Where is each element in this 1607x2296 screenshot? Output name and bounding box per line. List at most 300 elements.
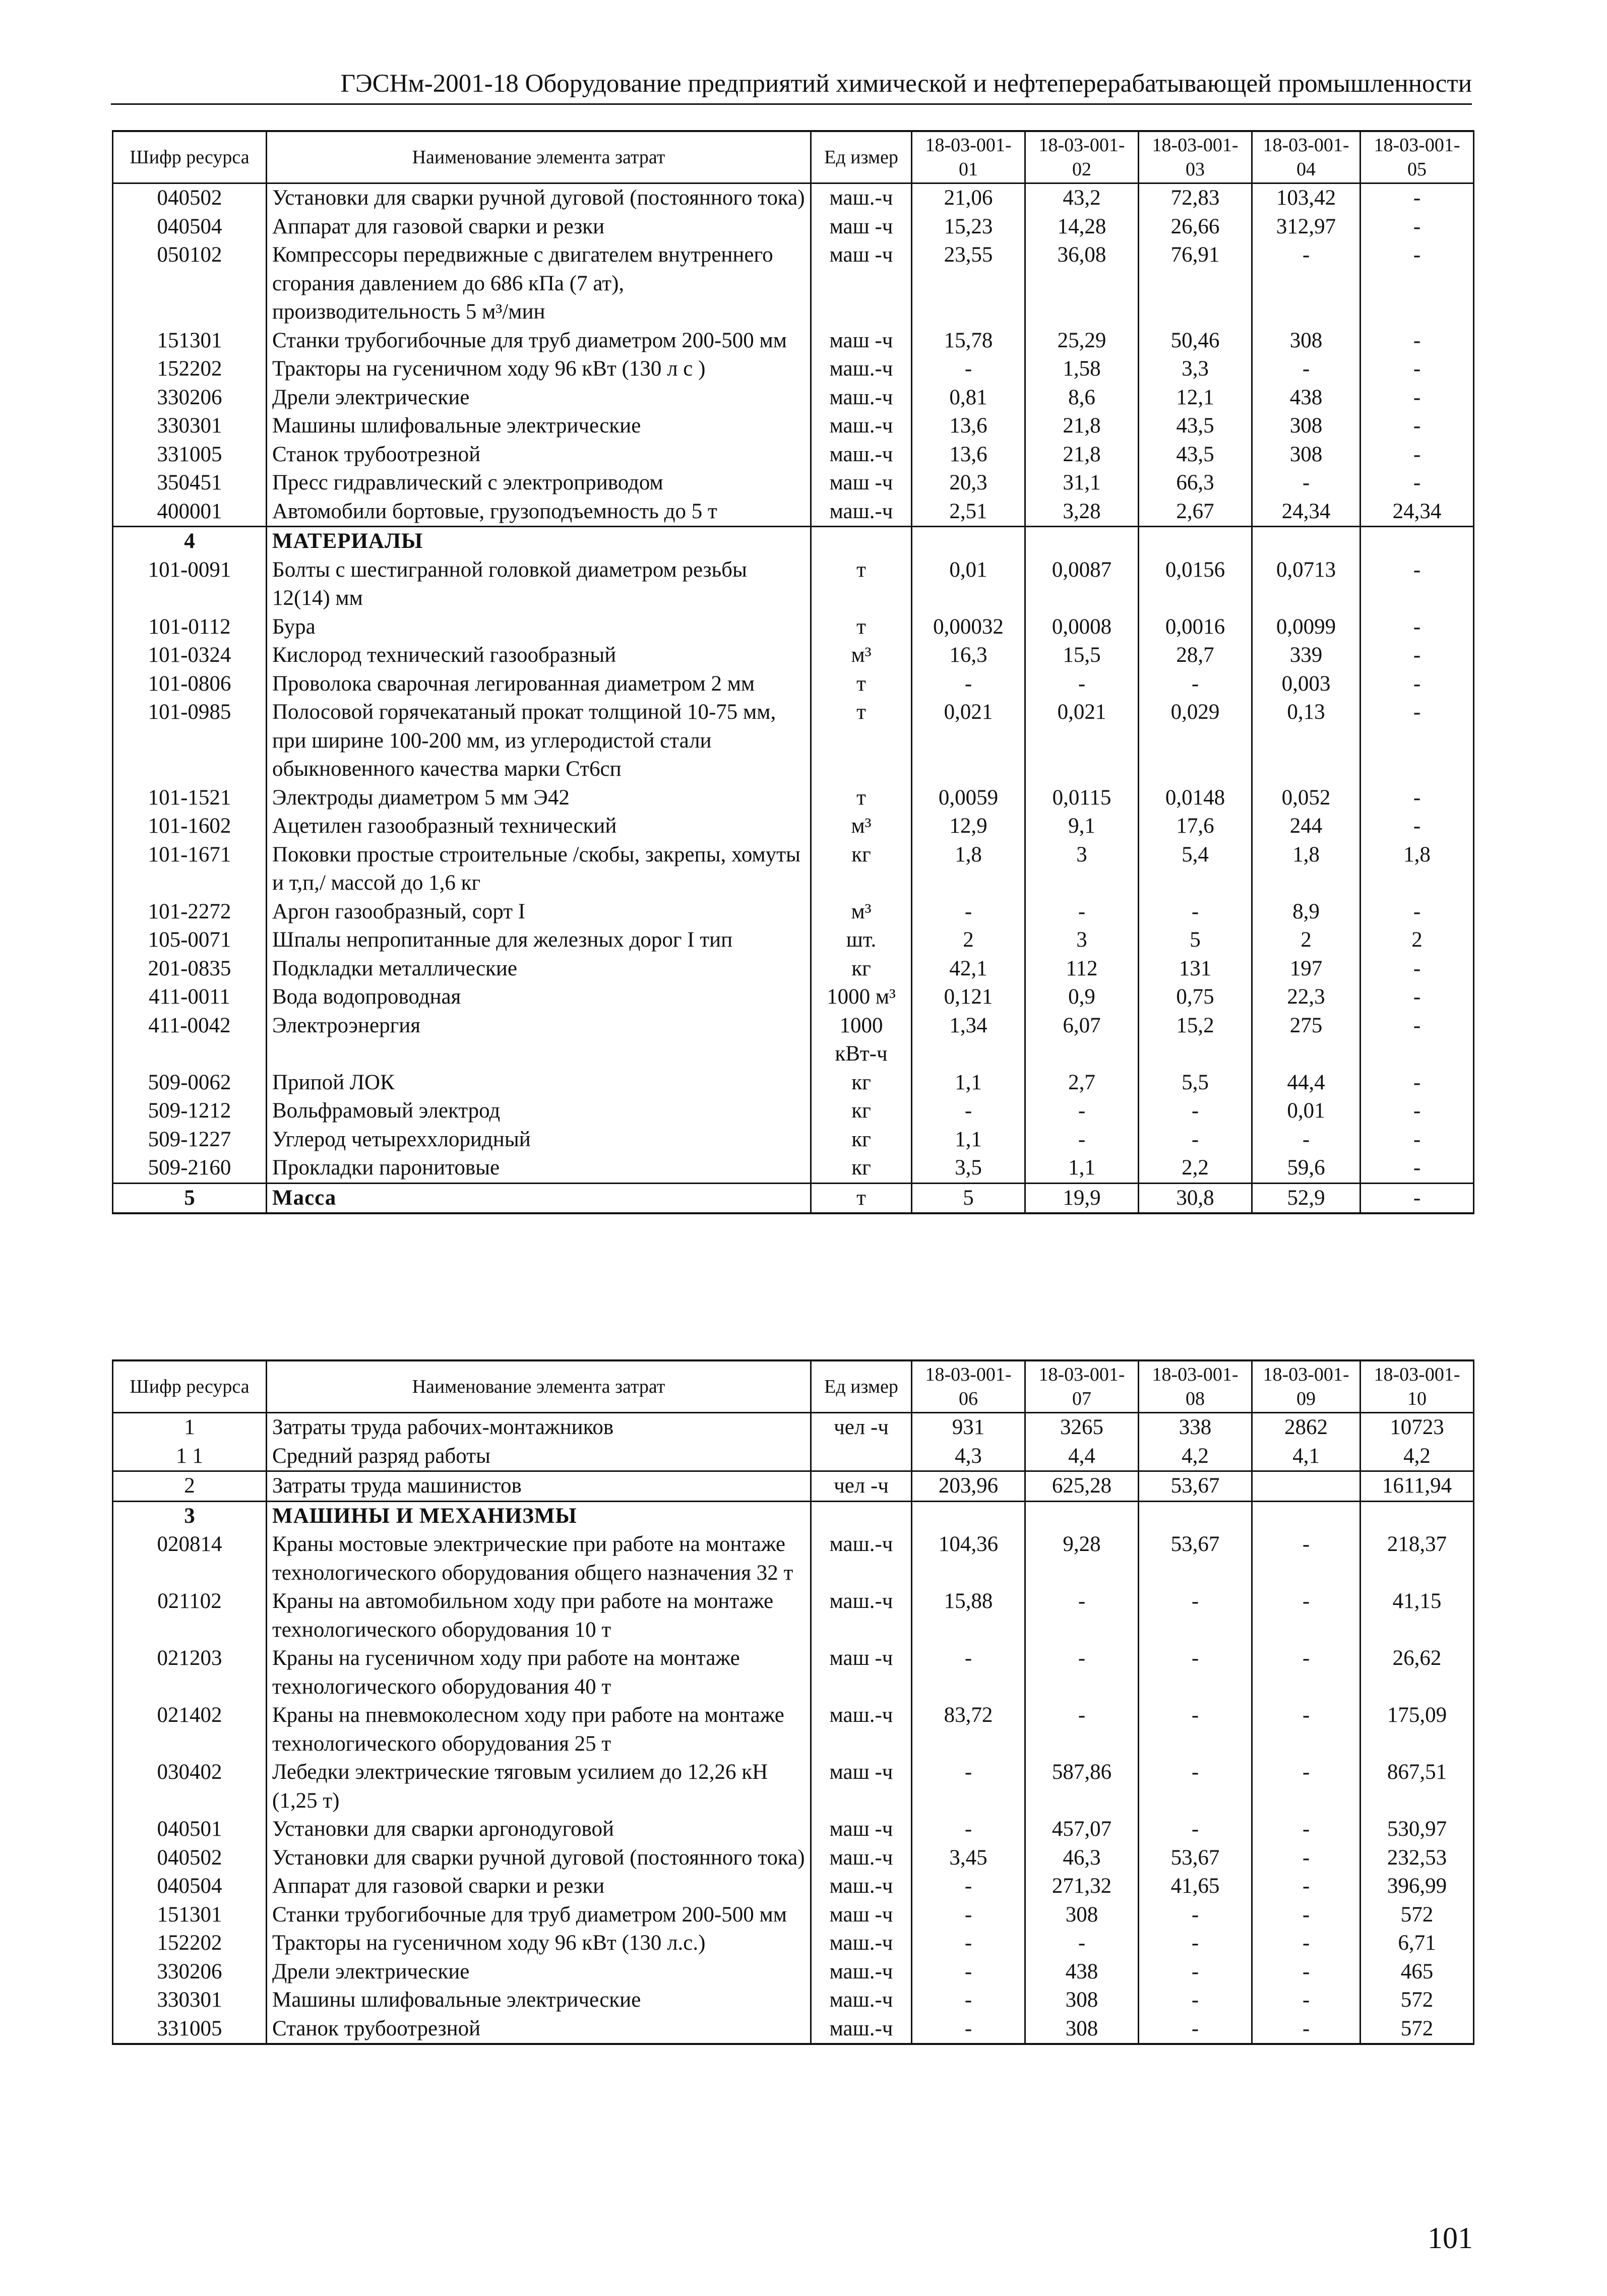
value-col-5: - — [1361, 1069, 1474, 1097]
resource-name: Прокладки паронитовые — [267, 1154, 811, 1183]
resource-code: 151301 — [113, 1901, 267, 1930]
header-rule — [111, 103, 1472, 105]
resource-code: 201-0835 — [113, 955, 267, 983]
value-col-1: 203,96 — [912, 1471, 1025, 1502]
value-col-1: - — [912, 1097, 1025, 1126]
header-col-5: 18-03-001-10 — [1361, 1360, 1474, 1413]
value-col-2: 0,9 — [1025, 983, 1139, 1012]
resource-name: Лебедки электрические тяговым усилием до 12,26 кН (1,25 т) — [267, 1758, 811, 1815]
value-col-1: - — [912, 1758, 1025, 1815]
resource-name: Дрели электрические — [267, 384, 811, 412]
value-col-4: - — [1252, 1929, 1361, 1958]
resource-code: 040504 — [113, 1872, 267, 1901]
resource-unit — [811, 527, 912, 556]
value-col-1: 0,0059 — [912, 784, 1025, 813]
resource-name: Компрессоры передвижные с двигателем внутреннего сгорания давлением до 686 кПа (7 ат), производительность 5 м³/мин — [267, 241, 811, 327]
resource-code: 101-0091 — [113, 556, 267, 613]
value-col-3: - — [1139, 1958, 1252, 1987]
value-col-3: 0,0156 — [1139, 556, 1252, 613]
value-col-3: 41,65 — [1139, 1872, 1252, 1901]
resource-name: Установки для сварки ручной дуговой (постоянного тока) — [267, 183, 811, 213]
value-col-4: 0,01 — [1252, 1097, 1361, 1126]
table-row — [113, 441, 1474, 469]
mass-row — [113, 1183, 1474, 1213]
value-col-2: 21,8 — [1025, 412, 1139, 441]
value-col-4: - — [1252, 1901, 1361, 1930]
resource-code: 050102 — [113, 241, 267, 327]
value-col-1: 21,06 — [912, 183, 1025, 213]
resource-code: 509-1227 — [113, 1126, 267, 1154]
value-col-1: 1,8 — [912, 841, 1025, 898]
header-col-2: 18-03-001-02 — [1025, 131, 1139, 183]
value-col-3: - — [1139, 1587, 1252, 1644]
value-col-1: 15,78 — [912, 327, 1025, 355]
value-col-5: - — [1361, 384, 1474, 412]
value-col-4: 2862 — [1252, 1413, 1361, 1442]
resource-name: Полосовой горячекатаный прокат толщиной 10-75 мм, при ширине 100-200 мм, из углеродистой стали обыкновенного качества марки Ст6сп — [267, 698, 811, 784]
resource-name: Затраты труда рабочих-монтажников — [267, 1413, 811, 1442]
resource-name: Масса — [267, 1183, 811, 1213]
resource-code: 330301 — [113, 412, 267, 441]
resource-unit: кг — [811, 841, 912, 898]
resource-code: 101-1671 — [113, 841, 267, 898]
value-col-4: 1,8 — [1252, 841, 1361, 898]
value-col-2: 438 — [1025, 1958, 1139, 1987]
value-col-5: 867,51 — [1361, 1758, 1474, 1815]
table-row — [113, 841, 1474, 898]
resource-unit: маш.-ч — [811, 2015, 912, 2044]
table-row — [113, 213, 1474, 241]
value-col-1: 15,88 — [912, 1587, 1025, 1644]
resource-code: 330301 — [113, 1986, 267, 2015]
resource-name: Затраты труда машинистов — [267, 1471, 811, 1502]
value-col-2: 2,7 — [1025, 1069, 1139, 1097]
value-col-2: - — [1025, 670, 1139, 699]
resource-code: 331005 — [113, 441, 267, 469]
value-col-5: 572 — [1361, 2015, 1474, 2044]
value-col-3: - — [1139, 898, 1252, 926]
header-unit: Ед измер — [811, 131, 912, 183]
value-col-4: 308 — [1252, 441, 1361, 469]
value-col-3: 0,0148 — [1139, 784, 1252, 813]
value-col-2: 271,32 — [1025, 1872, 1139, 1901]
value-col-2: 3 — [1025, 841, 1139, 898]
resource-code: 4 — [113, 527, 267, 556]
value-col-1: 20,3 — [912, 469, 1025, 498]
value-col-1: 1,1 — [912, 1126, 1025, 1154]
resource-name: Краны мостовые электрические при работе на монтаже технологического оборудования общего назначения 32 т — [267, 1530, 811, 1587]
header-name: Наименование элемента затрат — [267, 131, 811, 183]
value-col-5: 572 — [1361, 1986, 1474, 2015]
value-col-2: 25,29 — [1025, 327, 1139, 355]
resource-name: Средний разряд работы — [267, 1442, 811, 1471]
resource-name: Дрели электрические — [267, 1958, 811, 1987]
resource-unit: маш -ч — [811, 1901, 912, 1930]
table-row — [113, 1069, 1474, 1097]
value-col-3: - — [1139, 1758, 1252, 1815]
resource-unit: маш.-ч — [811, 1701, 912, 1758]
resource-name: Болты с шестигранной головкой диаметром резьбы 12(14) мм — [267, 556, 811, 613]
value-col-5: - — [1361, 670, 1474, 699]
value-col-3: 0,0016 — [1139, 613, 1252, 642]
resource-unit: кг — [811, 1154, 912, 1183]
table-row — [113, 1471, 1474, 1502]
table-row — [113, 327, 1474, 355]
resource-code: 509-0062 — [113, 1069, 267, 1097]
value-col-5: - — [1361, 784, 1474, 813]
value-col-1: - — [912, 1644, 1025, 1701]
value-col-5: - — [1361, 327, 1474, 355]
value-col-2: 6,07 — [1025, 1012, 1139, 1069]
value-col-3: 72,83 — [1139, 183, 1252, 213]
value-col-1: - — [912, 898, 1025, 926]
table-row — [113, 898, 1474, 926]
resource-unit: маш.-ч — [811, 1844, 912, 1873]
table-header-row — [113, 131, 1474, 183]
value-col-4: 59,6 — [1252, 1154, 1361, 1183]
value-col-1: 0,01 — [912, 556, 1025, 613]
resource-code: 5 — [113, 1183, 267, 1213]
value-col-4: - — [1252, 1986, 1361, 2015]
value-col-3: 53,67 — [1139, 1471, 1252, 1502]
section-row — [113, 1501, 1474, 1530]
resource-code: 1 1 — [113, 1442, 267, 1471]
value-col-5: - — [1361, 1097, 1474, 1126]
resource-name: Электроэнергия — [267, 1012, 811, 1069]
value-col-3: - — [1139, 2015, 1252, 2044]
value-col-5: - — [1361, 812, 1474, 841]
value-col-1 — [912, 527, 1025, 556]
value-col-2: 0,0087 — [1025, 556, 1139, 613]
value-col-2: 9,1 — [1025, 812, 1139, 841]
value-col-1: 2 — [912, 926, 1025, 955]
value-col-3: 76,91 — [1139, 241, 1252, 327]
value-col-1: 42,1 — [912, 955, 1025, 983]
value-col-4: - — [1252, 1872, 1361, 1901]
resource-name: Станок трубоотрезной — [267, 2015, 811, 2044]
resource-name: Подкладки металлические — [267, 955, 811, 983]
resource-unit: 1000 м³ — [811, 983, 912, 1012]
table-row — [113, 556, 1474, 613]
resource-code: 040504 — [113, 213, 267, 241]
resource-code: 350451 — [113, 469, 267, 498]
header-code: Шифр ресурса — [113, 131, 267, 183]
resource-unit: маш.-ч — [811, 1530, 912, 1587]
value-col-2: 4,4 — [1025, 1442, 1139, 1471]
resource-name: Поковки простые строительные /скобы, закрепы, хомуты и т,п,/ массой до 1,6 кг — [267, 841, 811, 898]
resource-unit: т — [811, 698, 912, 784]
header-code: Шифр ресурса — [113, 1360, 267, 1413]
value-col-3: 5,5 — [1139, 1069, 1252, 1097]
value-col-3: 5,4 — [1139, 841, 1252, 898]
value-col-4: - — [1252, 1126, 1361, 1154]
value-col-5: - — [1361, 955, 1474, 983]
value-col-1: 3,5 — [912, 1154, 1025, 1183]
value-col-5: - — [1361, 898, 1474, 926]
value-col-4: 308 — [1252, 412, 1361, 441]
value-col-1: 1,1 — [912, 1069, 1025, 1097]
resource-unit: маш.-ч — [811, 1872, 912, 1901]
resource-unit: т — [811, 784, 912, 813]
value-col-4: 197 — [1252, 955, 1361, 983]
value-col-5 — [1361, 1501, 1474, 1530]
resource-unit: кг — [811, 1097, 912, 1126]
value-col-2: 36,08 — [1025, 241, 1139, 327]
value-col-5: - — [1361, 1012, 1474, 1069]
value-col-4: 4,1 — [1252, 1442, 1361, 1471]
table-row — [113, 1644, 1474, 1701]
value-col-5: 175,09 — [1361, 1701, 1474, 1758]
resource-code: 040501 — [113, 1815, 267, 1844]
resource-code: 152202 — [113, 355, 267, 384]
resource-name: Краны на гусеничном ходу при работе на монтаже технологического оборудования 40 т — [267, 1644, 811, 1701]
value-col-4: - — [1252, 1844, 1361, 1873]
resource-unit: маш.-ч — [811, 1986, 912, 2015]
value-col-3: 66,3 — [1139, 469, 1252, 498]
table-row — [113, 412, 1474, 441]
table-row — [113, 241, 1474, 327]
table-body — [113, 1413, 1474, 2044]
table-row — [113, 613, 1474, 642]
value-col-4: 2 — [1252, 926, 1361, 955]
resource-name: Проволока сварочная легированная диаметром 2 мм — [267, 670, 811, 699]
value-col-1: - — [912, 1901, 1025, 1930]
resource-unit: т — [811, 670, 912, 699]
value-col-3: 43,5 — [1139, 412, 1252, 441]
value-col-4: - — [1252, 1644, 1361, 1701]
resource-name: Бура — [267, 613, 811, 642]
resource-unit: маш -ч — [811, 469, 912, 498]
value-col-3: 53,67 — [1139, 1844, 1252, 1873]
value-col-1: 13,6 — [912, 441, 1025, 469]
value-col-4: 244 — [1252, 812, 1361, 841]
value-col-3: 17,6 — [1139, 812, 1252, 841]
table-row — [113, 812, 1474, 841]
value-col-2 — [1025, 1501, 1139, 1530]
value-col-1: 3,45 — [912, 1844, 1025, 1873]
resource-unit: маш -ч — [811, 327, 912, 355]
value-col-5: - — [1361, 556, 1474, 613]
table-row — [113, 1758, 1474, 1815]
table-row — [113, 1097, 1474, 1126]
resource-code: 021203 — [113, 1644, 267, 1701]
value-col-4 — [1252, 1471, 1361, 1502]
value-col-4: - — [1252, 1958, 1361, 1987]
table-row — [113, 1530, 1474, 1587]
resource-unit: маш.-ч — [811, 384, 912, 412]
value-col-2: 9,28 — [1025, 1530, 1139, 1587]
value-col-5: 1611,94 — [1361, 1471, 1474, 1502]
table-row — [113, 1872, 1474, 1901]
resource-unit: маш -ч — [811, 213, 912, 241]
resource-code: 330206 — [113, 384, 267, 412]
table-row — [113, 183, 1474, 213]
table-row — [113, 1701, 1474, 1758]
value-col-1: 4,3 — [912, 1442, 1025, 1471]
value-col-3 — [1139, 527, 1252, 556]
value-col-2: - — [1025, 1701, 1139, 1758]
resource-name: Кислород технический газообразный — [267, 641, 811, 670]
resource-name: Станки трубогибочные для труб диаметром 200-500 мм — [267, 327, 811, 355]
value-col-3: - — [1139, 1986, 1252, 2015]
value-col-3: - — [1139, 1701, 1252, 1758]
header-col-1: 18-03-001-06 — [912, 1360, 1025, 1413]
resource-name: Установки для сварки аргонодуговой — [267, 1815, 811, 1844]
value-col-3: - — [1139, 670, 1252, 699]
value-col-5: 2 — [1361, 926, 1474, 955]
value-col-5: 396,99 — [1361, 1872, 1474, 1901]
value-col-4: 339 — [1252, 641, 1361, 670]
resource-unit: м³ — [811, 641, 912, 670]
table-row — [113, 1986, 1474, 2015]
resource-unit: маш.-ч — [811, 412, 912, 441]
value-col-1: - — [912, 2015, 1025, 2044]
value-col-5: 4,2 — [1361, 1442, 1474, 1471]
resource-code: 101-0806 — [113, 670, 267, 699]
resource-name: Вольфрамовый электрод — [267, 1097, 811, 1126]
value-col-3: 2,2 — [1139, 1154, 1252, 1183]
value-col-1: - — [912, 670, 1025, 699]
resource-unit: маш.-ч — [811, 183, 912, 213]
value-col-2: 625,28 — [1025, 1471, 1139, 1502]
resource-unit: маш -ч — [811, 1644, 912, 1701]
table-header-row — [113, 1360, 1474, 1413]
resource-name: Припой ЛОК — [267, 1069, 811, 1097]
table-row — [113, 641, 1474, 670]
resource-unit: маш -ч — [811, 1758, 912, 1815]
resource-name: Аппарат для газовой сварки и резки — [267, 1872, 811, 1901]
value-col-4: 22,3 — [1252, 983, 1361, 1012]
value-col-2: 308 — [1025, 1901, 1139, 1930]
value-col-2: 3,28 — [1025, 498, 1139, 527]
table-row — [113, 355, 1474, 384]
value-col-1: 0,121 — [912, 983, 1025, 1012]
value-col-3: 53,67 — [1139, 1530, 1252, 1587]
value-col-4: - — [1252, 1530, 1361, 1587]
resource-code: 331005 — [113, 2015, 267, 2044]
value-col-4: - — [1252, 469, 1361, 498]
resource-name: Автомобили бортовые, грузоподъемность до 5 т — [267, 498, 811, 527]
header-col-4: 18-03-001-04 — [1252, 131, 1361, 183]
value-col-2: - — [1025, 1587, 1139, 1644]
table-body — [113, 183, 1474, 1214]
value-col-4: - — [1252, 355, 1361, 384]
resource-code: 509-1212 — [113, 1097, 267, 1126]
value-col-1: - — [912, 1815, 1025, 1844]
value-col-4: 52,9 — [1252, 1183, 1361, 1213]
value-col-5: 41,15 — [1361, 1587, 1474, 1644]
value-col-4: 24,34 — [1252, 498, 1361, 527]
resource-unit: 1000 кВт-ч — [811, 1012, 912, 1069]
value-col-1: 2,51 — [912, 498, 1025, 527]
value-col-4: 275 — [1252, 1012, 1361, 1069]
resource-name: Краны на автомобильном ходу при работе на монтаже технологического оборудования 10 т — [267, 1587, 811, 1644]
value-col-2: 8,6 — [1025, 384, 1139, 412]
value-col-3: 50,46 — [1139, 327, 1252, 355]
resource-name: Углерод четыреххлоридный — [267, 1126, 811, 1154]
running-header: ГЭСНм-2001-18 Оборудование предприятий химической и нефтеперерабатывающей промышленности — [340, 70, 1472, 98]
value-col-3: 0,029 — [1139, 698, 1252, 784]
resource-code: 151301 — [113, 327, 267, 355]
value-col-4: - — [1252, 2015, 1361, 2044]
value-col-5: 24,34 — [1361, 498, 1474, 527]
resource-name: Краны на пневмоколесном ходу при работе на монтаже технологического оборудования 25 т — [267, 1701, 811, 1758]
resource-code: 411-0011 — [113, 983, 267, 1012]
value-col-5: 1,8 — [1361, 841, 1474, 898]
value-col-1: 1,34 — [912, 1012, 1025, 1069]
resource-unit: маш.-ч — [811, 441, 912, 469]
resource-code: 021402 — [113, 1701, 267, 1758]
value-col-2: 587,86 — [1025, 1758, 1139, 1815]
value-col-1: 15,23 — [912, 213, 1025, 241]
resource-unit: кг — [811, 1126, 912, 1154]
value-col-5: - — [1361, 641, 1474, 670]
value-col-4: 0,0713 — [1252, 556, 1361, 613]
value-col-3: 43,5 — [1139, 441, 1252, 469]
value-col-1: - — [912, 1986, 1025, 2015]
header-name: Наименование элемента затрат — [267, 1360, 811, 1413]
table-row — [113, 926, 1474, 955]
table-row — [113, 1901, 1474, 1930]
resource-code: 030402 — [113, 1758, 267, 1815]
value-col-1: 0,81 — [912, 384, 1025, 412]
value-col-2: 19,9 — [1025, 1183, 1139, 1213]
resource-name: Шпалы непропитанные для железных дорог I тип — [267, 926, 811, 955]
value-col-4: 0,13 — [1252, 698, 1361, 784]
value-col-4: - — [1252, 1701, 1361, 1758]
value-col-3: - — [1139, 1929, 1252, 1958]
resource-unit: маш -ч — [811, 1815, 912, 1844]
table-row — [113, 670, 1474, 699]
table-row — [113, 1126, 1474, 1154]
resource-table-top — [112, 130, 1474, 1214]
value-col-2: 308 — [1025, 1986, 1139, 2015]
value-col-2: 1,58 — [1025, 355, 1139, 384]
value-col-5: 218,37 — [1361, 1530, 1474, 1587]
resource-code: 509-2160 — [113, 1154, 267, 1183]
resource-code: 101-2272 — [113, 898, 267, 926]
resource-code: 152202 — [113, 1929, 267, 1958]
resource-name: Ацетилен газообразный технический — [267, 812, 811, 841]
value-col-5: 530,97 — [1361, 1815, 1474, 1844]
resource-name: Аппарат для газовой сварки и резки — [267, 213, 811, 241]
table-row — [113, 2015, 1474, 2044]
value-col-1: 104,36 — [912, 1530, 1025, 1587]
value-col-4: 438 — [1252, 384, 1361, 412]
resource-unit: т — [811, 613, 912, 642]
value-col-2: - — [1025, 898, 1139, 926]
resource-name: Тракторы на гусеничном ходу 96 кВт (130 л с ) — [267, 355, 811, 384]
value-col-2: 31,1 — [1025, 469, 1139, 498]
value-col-2: 43,2 — [1025, 183, 1139, 213]
value-col-3: - — [1139, 1901, 1252, 1930]
value-col-5: - — [1361, 613, 1474, 642]
resource-code: 021102 — [113, 1587, 267, 1644]
value-col-2: 308 — [1025, 2015, 1139, 2044]
resource-code: 105-0071 — [113, 926, 267, 955]
table-row — [113, 1413, 1474, 1442]
resource-name: Станок трубоотрезной — [267, 441, 811, 469]
value-col-4: 0,0099 — [1252, 613, 1361, 642]
value-col-1: 23,55 — [912, 241, 1025, 327]
resource-code: 1 — [113, 1413, 267, 1442]
value-col-4: 308 — [1252, 327, 1361, 355]
value-col-5: 465 — [1361, 1958, 1474, 1987]
header-col-1: 18-03-001-01 — [912, 131, 1025, 183]
table-row — [113, 1958, 1474, 1987]
resource-code: 101-1602 — [113, 812, 267, 841]
table-row — [113, 469, 1474, 498]
